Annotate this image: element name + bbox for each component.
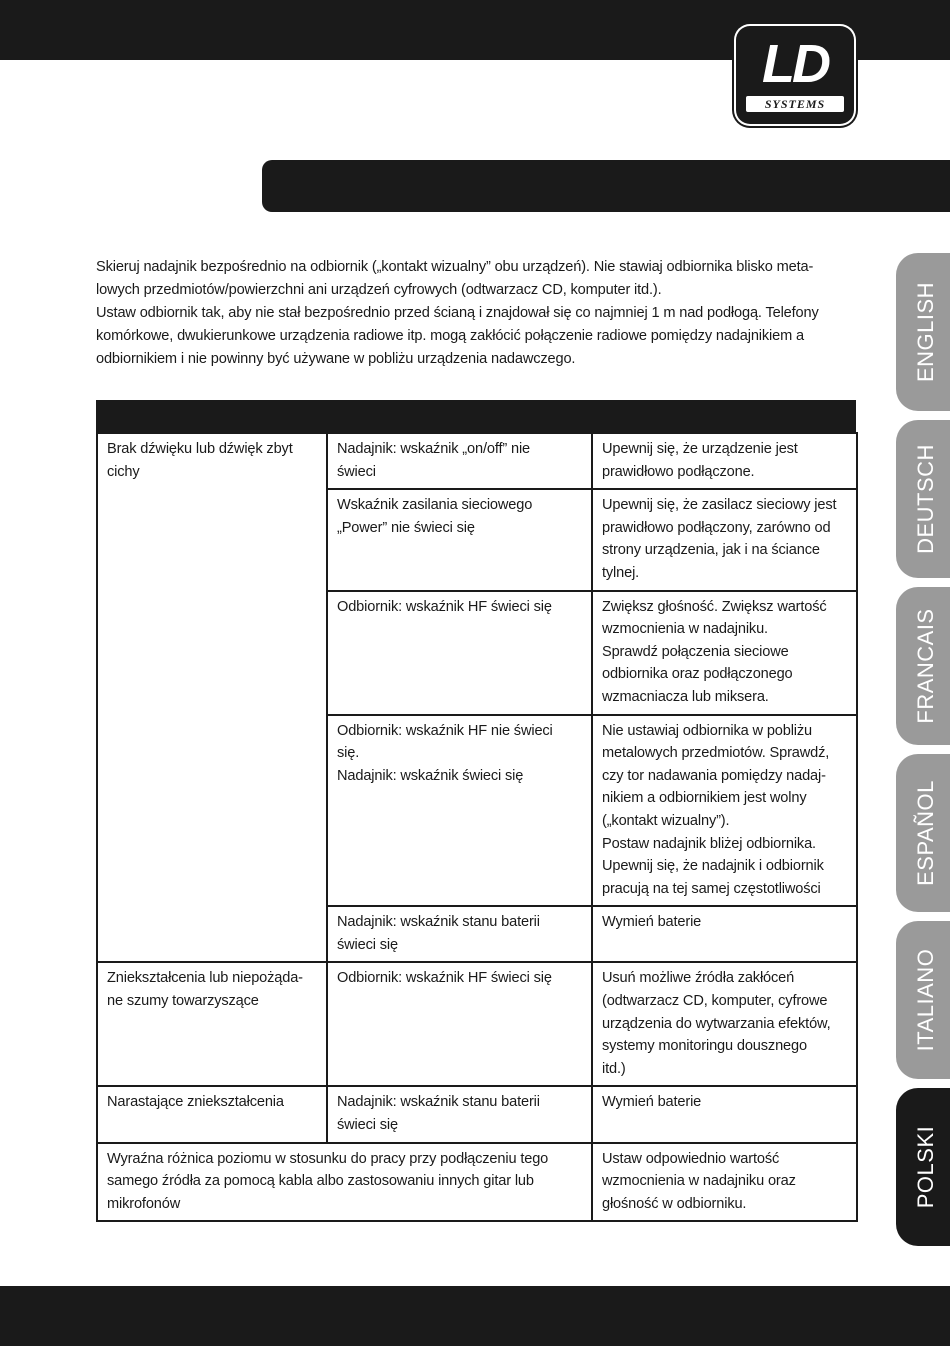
tab-deutsch-label: DEUTSCH bbox=[913, 444, 938, 554]
solution-cell: Upewnij się, że urządzenie jest prawidłowo podłączone. bbox=[592, 433, 857, 489]
tab-deutsch[interactable] bbox=[896, 420, 950, 578]
check-cell: Nadajnik: wskaźnik stanu baterii świeci się bbox=[327, 1086, 592, 1142]
solution-cell: Zwiększ głośność. Zwiększ wartość wzmocnienia w nadajniku. Sprawdź połączenia sieciowe odbiornika oraz podłączonego wzmacniacza lub miksera. bbox=[592, 591, 857, 715]
intro-text bbox=[96, 256, 856, 371]
tab-english[interactable] bbox=[896, 253, 950, 411]
tab-italiano[interactable] bbox=[896, 921, 950, 1079]
table-row bbox=[97, 433, 857, 489]
solution-cell: Ustaw odpowiednio wartość wzmocnienia w nadajniku oraz głośność w odbiorniku. bbox=[592, 1143, 857, 1222]
check-cell: Odbiornik: wskaźnik HF nie świeci się. Nadajnik: wskaźnik świeci się bbox=[327, 715, 592, 907]
check-cell: Nadajnik: wskaźnik „on/off” nie świeci bbox=[327, 433, 592, 489]
solution-cell: Usuń możliwe źródła zakłóceń (odtwarzacz CD, komputer, cyfrowe urządzenia do wytwarzania efektów, systemy monitoringu dousznego itd.) bbox=[592, 962, 857, 1086]
tab-francais[interactable] bbox=[896, 587, 950, 745]
section-header-bar bbox=[262, 160, 950, 212]
tab-polski-label: POLSKI bbox=[913, 1125, 938, 1209]
problem-cell: Zniekształcenia lub niepożąda- ne szumy towarzyszące bbox=[97, 962, 327, 1086]
check-cell: Wskaźnik zasilania sieciowego „Power” nie świeci się bbox=[327, 489, 592, 590]
tab-francais-label: FRANCAIS bbox=[913, 608, 938, 724]
table-row bbox=[97, 1086, 857, 1142]
ld-systems-logo bbox=[736, 26, 854, 124]
problem-cell: Brak dźwięku lub dźwięk zbyt cichy bbox=[97, 433, 327, 962]
logo-systems-text: SYSTEMS bbox=[746, 96, 844, 112]
problem-cell: Narastające zniekształcenia bbox=[97, 1086, 327, 1142]
bottom-bar bbox=[0, 1286, 950, 1346]
intro-paragraph-2: Ustaw odbiornik tak, aby nie stał bezpośrednio przed ścianą i znajdował się co najmniej 1 m nad podłogą. Telefony komórkowe, dwukierunkowe urządzenia radiowe itp. mogą zakłócić połączenie radiowe pomiędzy nadajnikiem a odbiornikiem i nie powinny być używane w pobliżu urządzenia nadawczego. bbox=[96, 305, 819, 367]
solution-cell: Upewnij się, że zasilacz sieciowy jest prawidłowo podłączony, zarówno od strony urządzenia, jak i na ściance tylnej. bbox=[592, 489, 857, 590]
check-cell: Odbiornik: wskaźnik HF świeci się bbox=[327, 962, 592, 1086]
problem-cell: Wyraźna różnica poziomu w stosunku do pracy przy podłączeniu tego samego źródła za pomocą kabla albo zastosowaniu innych gitar lub mikrofonów bbox=[97, 1143, 592, 1222]
logo-ld-text: LD bbox=[762, 34, 828, 94]
solution-cell: Wymień baterie bbox=[592, 906, 857, 962]
check-cell: Odbiornik: wskaźnik HF świeci się bbox=[327, 591, 592, 715]
troubleshooting-table bbox=[96, 432, 858, 1222]
intro-paragraph-1: Skieruj nadajnik bezpośrednio na odbiornik („kontakt wizualny” obu urządzeń). Nie stawiaj odbiornika blisko meta- lowych przedmiotów/powierzchni ani urządzeń cyfrowych (odtwarzacz CD, komputer itd.). bbox=[96, 259, 814, 298]
tab-italiano-label: ITALIANO bbox=[913, 948, 938, 1052]
solution-cell: Wymień baterie bbox=[592, 1086, 857, 1142]
table-row bbox=[97, 1143, 857, 1222]
check-cell: Nadajnik: wskaźnik stanu baterii świeci się bbox=[327, 906, 592, 962]
tab-english-label: ENGLISH bbox=[913, 281, 938, 383]
tab-espanol-label: ESPAÑOL bbox=[913, 780, 938, 886]
table-row bbox=[97, 962, 857, 1086]
solution-cell: Nie ustawiaj odbiornika w pobliżu metalowych przedmiotów. Sprawdź, czy tor nadawania pomiędzy nadaj- nikiem a odbiornikiem jest wolny („kontakt wizualny”). Postaw nadajnik bliżej odbiornika. Upewnij się, że nadajnik i odbiornik pracują na tej samej częstotliwości bbox=[592, 715, 857, 907]
table-header-bar bbox=[96, 400, 856, 432]
tab-espanol[interactable] bbox=[896, 754, 950, 912]
tab-polski[interactable] bbox=[896, 1088, 950, 1246]
